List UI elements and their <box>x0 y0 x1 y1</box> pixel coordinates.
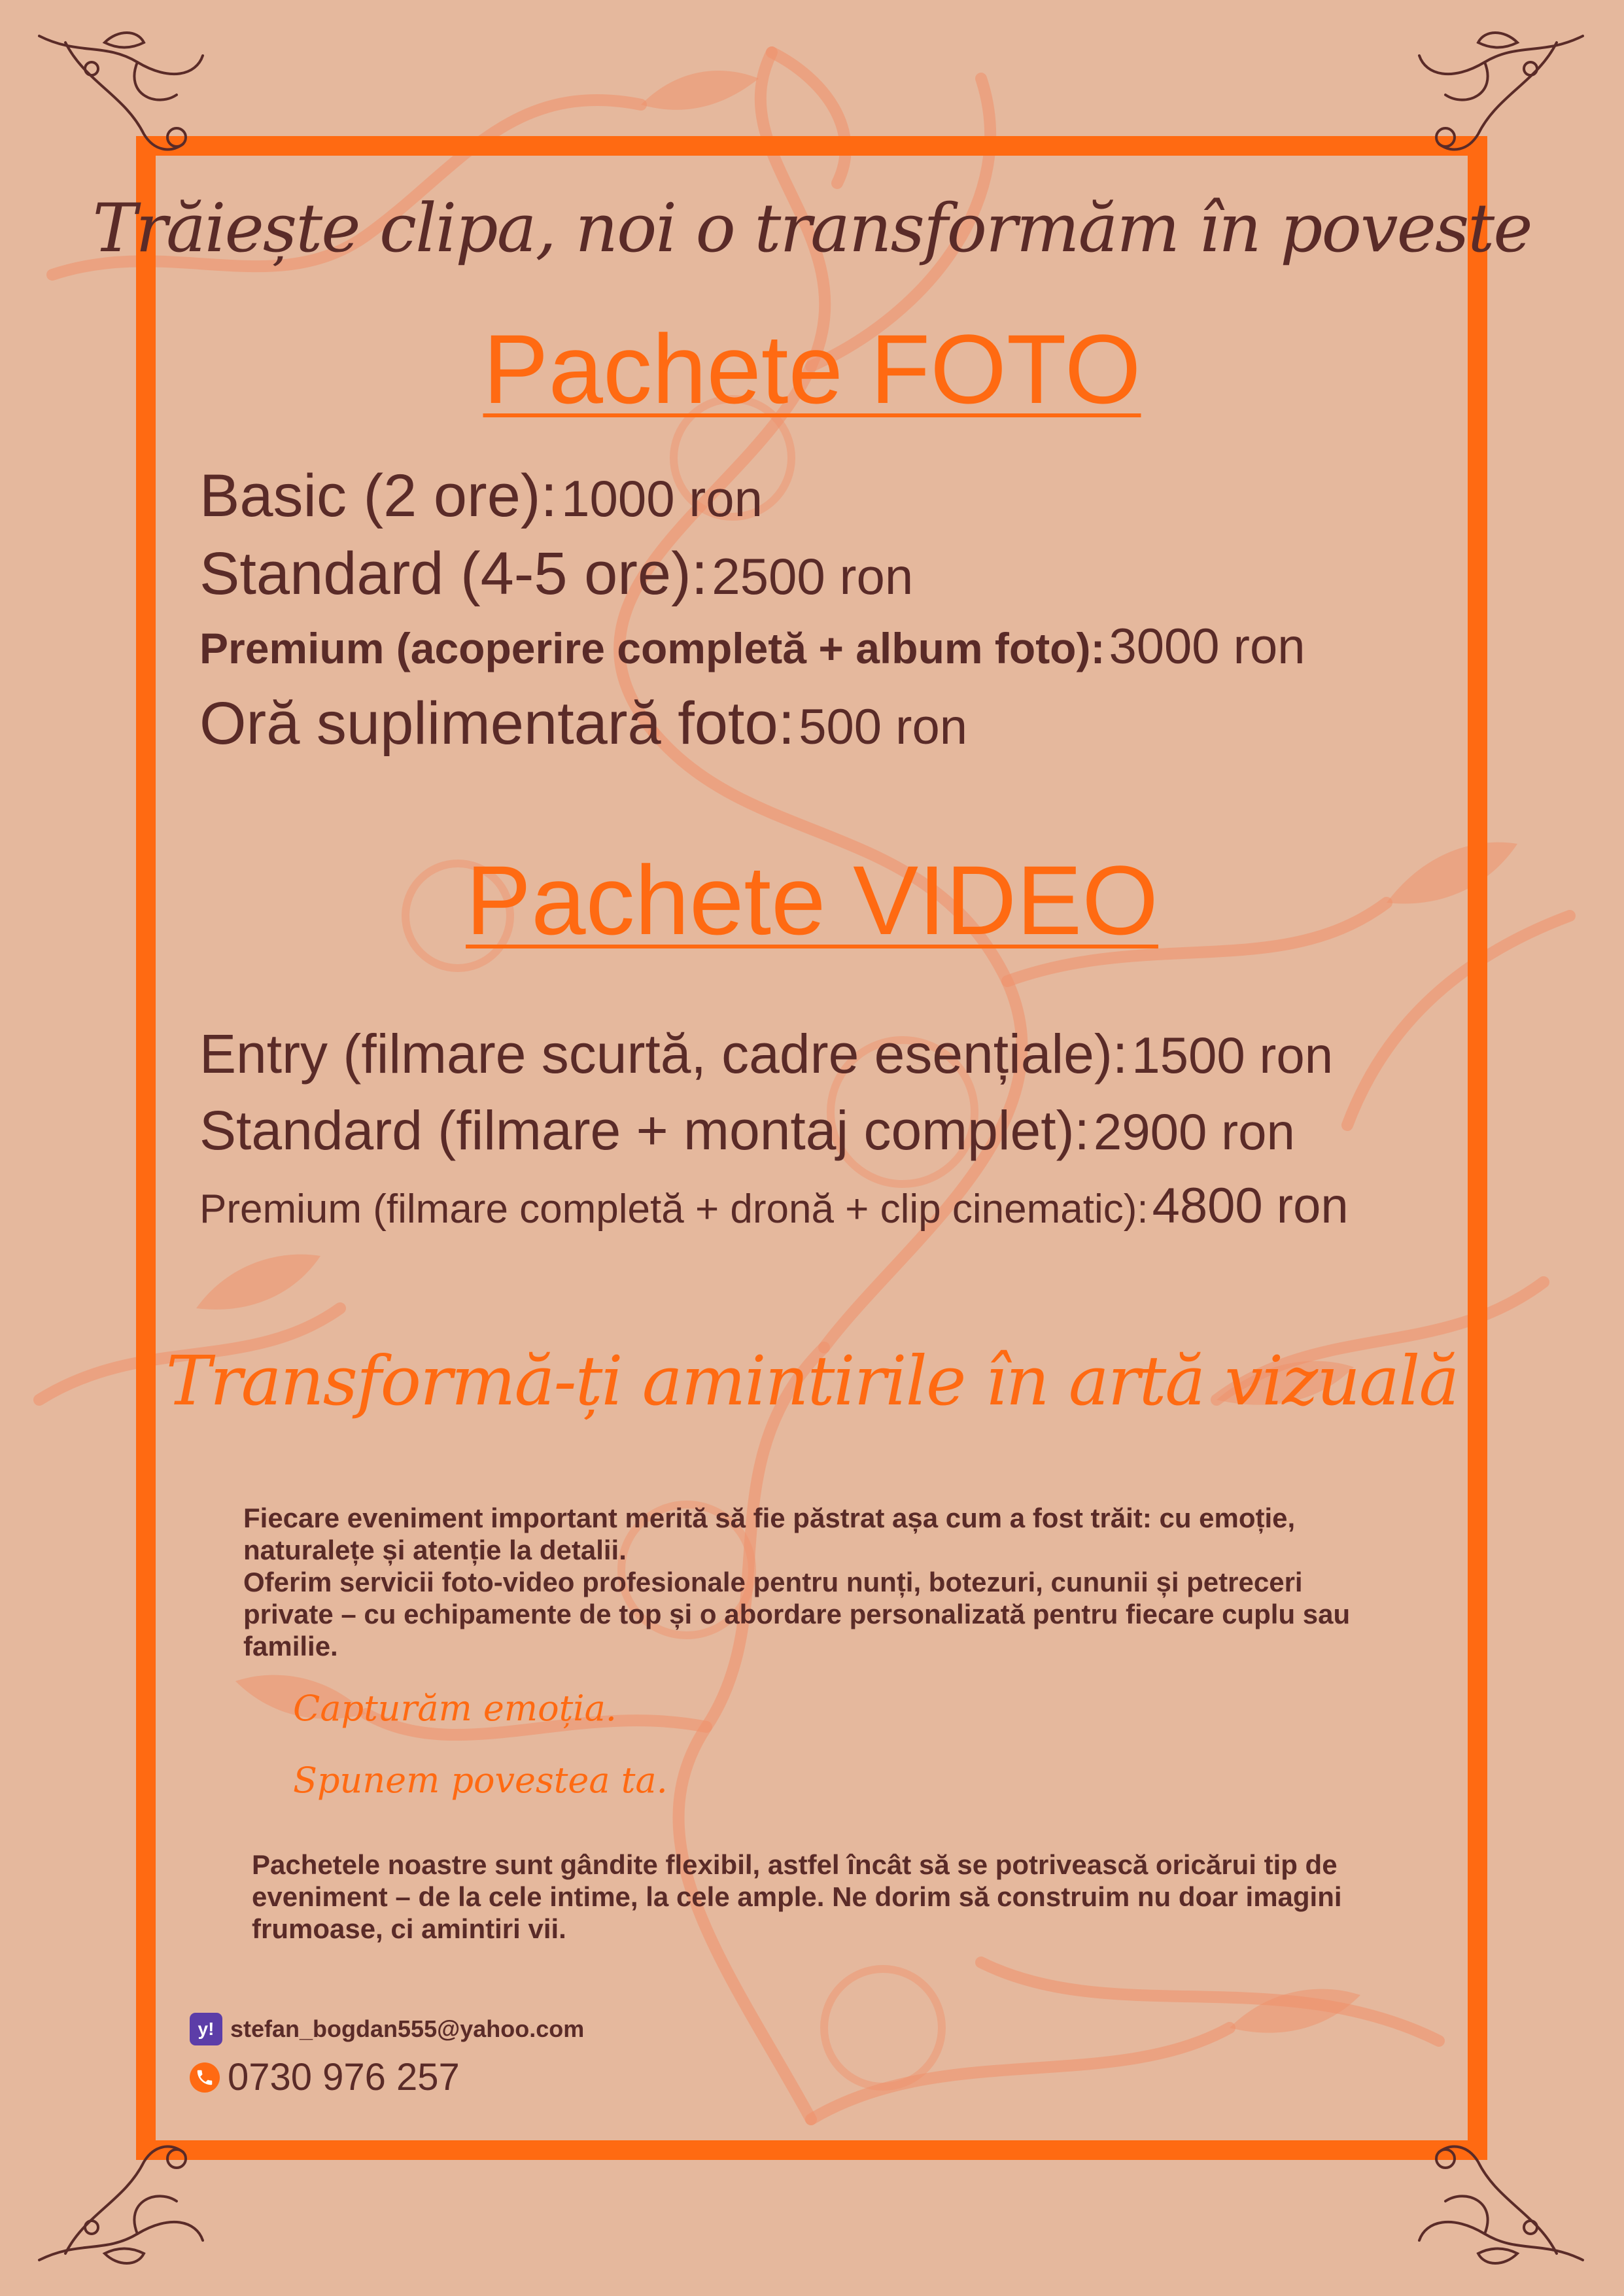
foto-item-extra-hour <box>199 689 967 758</box>
intro-text-1: Fiecare eveniment important merită să fie păstrat așa cum a fost trăit: cu emoție, naturalețe și atenție la detalii. <box>243 1503 1296 1565</box>
foto-item-price: 1000 ron <box>561 470 763 527</box>
video-item-entry <box>199 1022 1333 1086</box>
foto-item-price: 2500 ron <box>712 548 914 605</box>
video-item-price: 2900 ron <box>1093 1103 1295 1160</box>
corner-ornament-top-left <box>26 16 209 160</box>
foto-packages-title: Pachete FOTO <box>483 314 1141 424</box>
subheading: Transformă-ți amintirile în artă vizuală <box>165 1341 1459 1421</box>
foto-item-price: 3000 ron <box>1109 619 1305 674</box>
video-item-label: Entry (filmare scurtă, cadre esențiale): <box>199 1023 1128 1085</box>
video-item-label: Premium (filmare completă + dronă + clip cinematic): <box>199 1187 1149 1232</box>
video-item-premium <box>199 1177 1349 1234</box>
video-packages-title: Pachete VIDEO <box>466 845 1158 955</box>
foto-item-basic <box>199 462 763 531</box>
foto-item-standard <box>199 540 913 608</box>
corner-ornament-bottom-right <box>1413 2136 1596 2280</box>
contact-phone-row <box>190 2055 460 2099</box>
closing-text: Pachetele noastre sunt gândite flexibil, astfel încât să se potrivească oricărui tip de eveniment – de la cele intime, la cele ample. Ne dorim să construim nu doar imagini frumoase, ci amintiri vii. <box>252 1849 1342 1944</box>
contact-email[interactable]: stefan_bogdan555@yahoo.com <box>230 2015 585 2042</box>
corner-ornament-bottom-left <box>26 2136 209 2280</box>
contact-phone[interactable]: 0730 976 257 <box>228 2056 460 2098</box>
foto-item-price: 500 ron <box>799 699 967 755</box>
corner-ornament-top-right <box>1413 16 1596 160</box>
video-item-standard <box>199 1099 1295 1162</box>
slogan-story: Spunem povestea ta. <box>293 1760 668 1801</box>
slogan-capture: Capturăm emoția. <box>293 1688 617 1729</box>
yahoo-mail-icon: y! <box>190 2013 222 2045</box>
video-item-label: Standard (filmare + montaj complet): <box>199 1100 1090 1161</box>
intro-paragraph <box>243 1502 1381 1662</box>
foto-item-premium <box>199 618 1305 675</box>
foto-item-label: Standard (4-5 ore): <box>199 540 708 607</box>
intro-text-2: Oferim servicii foto-video profesionale pentru nunți, botezuri, cununii și petreceri private – cu echipamente de top și o abordare personalizată pentru fiecare cuplu sau familie. <box>243 1567 1351 1661</box>
phone-icon <box>190 2062 220 2093</box>
closing-paragraph <box>252 1849 1403 1945</box>
foto-item-label: Oră suplimentară foto: <box>199 690 795 757</box>
video-item-price: 4800 ron <box>1152 1178 1349 1234</box>
foto-item-label: Premium (acoperire completă + album foto): <box>199 624 1105 672</box>
tagline: Trăiește clipa, noi o transformăm în poveste <box>92 190 1532 268</box>
video-item-price: 1500 ron <box>1132 1026 1334 1084</box>
foto-item-label: Basic (2 ore): <box>199 462 558 529</box>
contact-email-row <box>190 2013 584 2045</box>
